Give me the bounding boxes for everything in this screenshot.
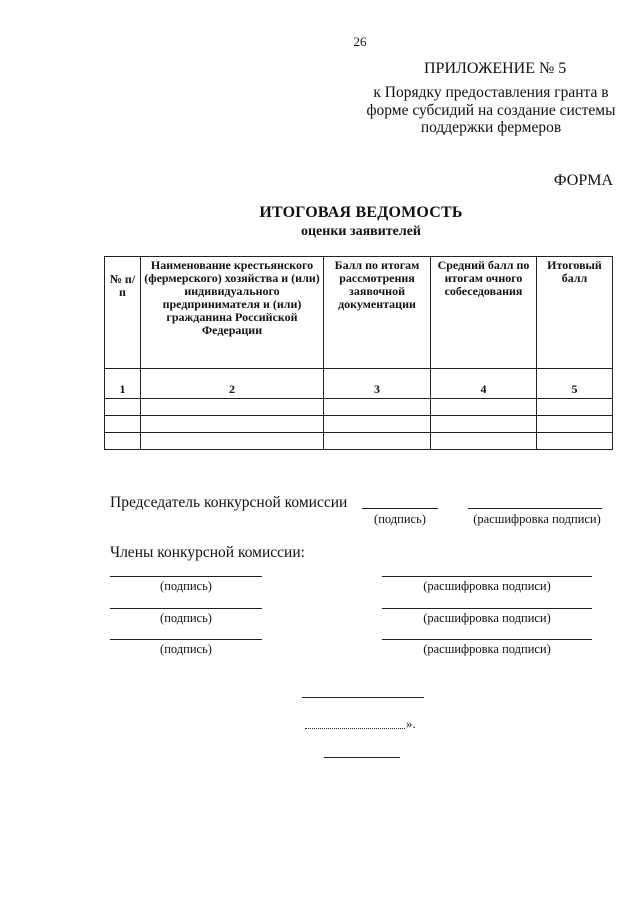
column-number: 3 xyxy=(324,369,431,399)
chairman-decoding-caption: (расшифровка подписи) xyxy=(473,512,601,526)
table-row xyxy=(105,433,613,450)
header-label: № п/п xyxy=(109,272,136,299)
member-decoding-line[interactable] xyxy=(382,639,592,640)
table-cell[interactable] xyxy=(324,433,431,450)
member-signature-caption: (подпись) xyxy=(160,579,212,593)
column-number: 5 xyxy=(537,369,613,399)
chairman-decoding-line[interactable] xyxy=(468,508,602,509)
appendix-subtitle xyxy=(356,84,626,137)
table-cell[interactable] xyxy=(537,416,613,433)
member-decoding-caption: (расшифровка подписи) xyxy=(423,642,551,656)
member-decoding-line[interactable] xyxy=(382,576,592,577)
table-cell[interactable] xyxy=(537,433,613,450)
member-decoding-caption: (расшифровка подписи) xyxy=(423,579,551,593)
table-cell[interactable] xyxy=(324,416,431,433)
column-number: 4 xyxy=(431,369,537,399)
appendix-subtitle-line: поддержки фермеров xyxy=(420,119,562,136)
header-cell-doc-score xyxy=(324,257,431,369)
header-cell-name xyxy=(141,257,324,369)
chairman-label: Председатель конкурсной комиссии xyxy=(110,494,348,511)
table-cell[interactable] xyxy=(431,399,537,416)
chairman-signature-caption: (подпись) xyxy=(374,512,426,526)
header-label: Средний балл по итогам очного собеседования xyxy=(437,258,530,298)
closing-suffix: ». xyxy=(406,716,416,731)
table-row xyxy=(105,416,613,433)
table-cell[interactable] xyxy=(105,416,141,433)
members-label: Члены конкурсной комиссии: xyxy=(110,544,305,561)
table-cell[interactable] xyxy=(431,433,537,450)
separator-line xyxy=(302,697,424,698)
header-label: Балл по итогам рассмотрения заявочной документации xyxy=(334,258,420,311)
header-label: Наименование крестьянского (фермерского) хозяйства и (или) индивидуального предпринимателя и (или) гражданина Российской Федерации xyxy=(144,258,320,337)
column-number: 1 xyxy=(105,369,141,399)
header-cell-total-score xyxy=(537,257,613,369)
appendix-subtitle-line: форме субсидий на создание системы xyxy=(366,101,616,119)
member-signature-caption: (подпись) xyxy=(160,611,212,625)
table-header-row xyxy=(105,257,613,369)
table-cell[interactable] xyxy=(324,399,431,416)
member-signature-line[interactable] xyxy=(110,608,262,609)
column-number: 2 xyxy=(141,369,324,399)
member-decoding-line[interactable] xyxy=(382,608,592,609)
header-cell-number xyxy=(105,257,141,369)
header-label: Итоговый балл xyxy=(547,258,602,285)
member-decoding-caption: (расшифровка подписи) xyxy=(423,611,551,625)
appendix-title: ПРИЛОЖЕНИЕ № 5 xyxy=(424,60,567,77)
table-cell[interactable] xyxy=(141,433,324,450)
table-cell[interactable] xyxy=(141,399,324,416)
member-signature-caption: (подпись) xyxy=(160,642,212,656)
member-signature-line[interactable] xyxy=(110,639,262,640)
table-row xyxy=(105,399,613,416)
separator-line xyxy=(324,757,400,758)
table-cell[interactable] xyxy=(537,399,613,416)
table-cell[interactable] xyxy=(105,399,141,416)
appendix-subtitle-line: к Порядку предоставления гранта в xyxy=(373,84,609,101)
table-cell[interactable] xyxy=(105,433,141,450)
form-label: ФОРМА xyxy=(553,172,613,189)
member-signature-line[interactable] xyxy=(110,576,262,577)
table-cell[interactable] xyxy=(141,416,324,433)
header-cell-interview-score xyxy=(431,257,537,369)
document-subtitle: оценки заявителей xyxy=(300,224,422,239)
assessment-table xyxy=(104,256,613,450)
page-number: 26 xyxy=(353,34,367,49)
chairman-signature-line[interactable] xyxy=(362,508,438,509)
column-numbers-row xyxy=(105,369,613,399)
separator-line xyxy=(305,728,405,729)
document-title: ИТОГОВАЯ ВЕДОМОСТЬ xyxy=(259,204,463,221)
table-cell[interactable] xyxy=(431,416,537,433)
